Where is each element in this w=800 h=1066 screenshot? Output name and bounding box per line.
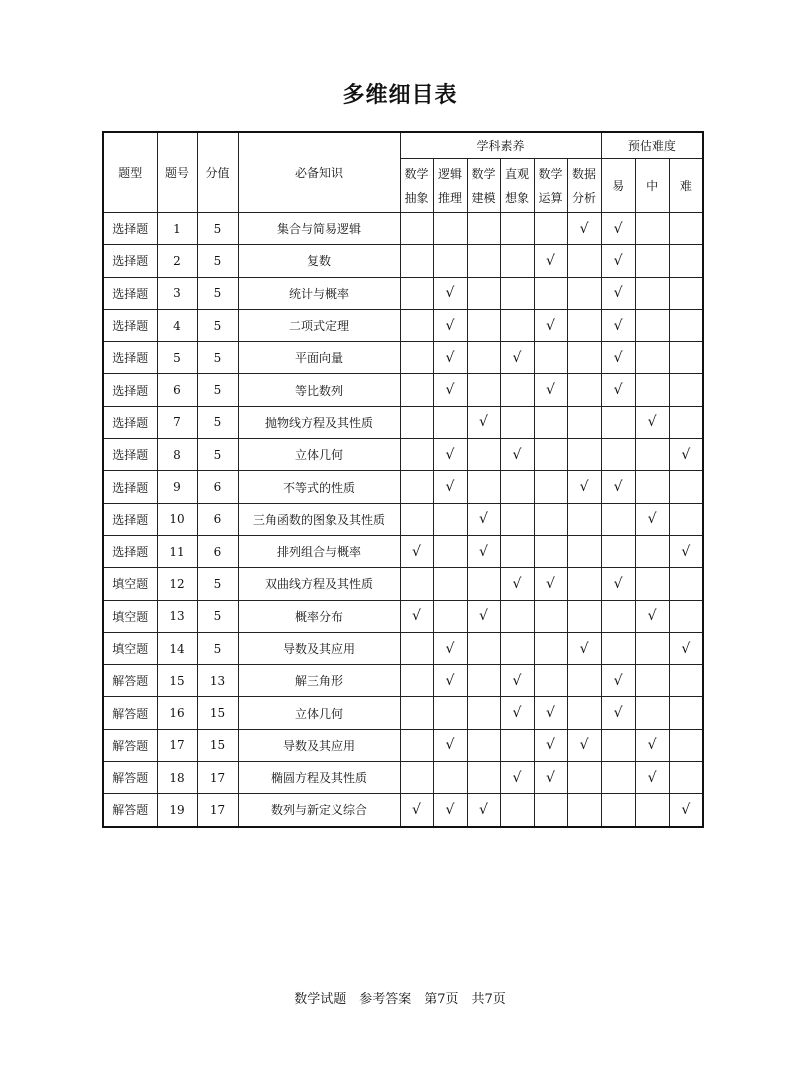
cell-literacy xyxy=(567,535,601,567)
header-literacy-col: 数学 抽象 xyxy=(400,159,433,213)
cell-literacy xyxy=(500,471,534,503)
cell-difficulty xyxy=(635,245,669,277)
cell-literacy xyxy=(534,406,567,438)
cell-difficulty xyxy=(635,439,669,471)
cell-literacy xyxy=(467,729,500,761)
cell-score: 5 xyxy=(197,600,238,632)
cell-literacy xyxy=(467,309,500,341)
table-row xyxy=(103,762,703,794)
cell-literacy: √ xyxy=(433,794,467,827)
spec-table xyxy=(102,131,704,828)
cell-type: 选择题 xyxy=(103,342,157,374)
cell-difficulty: √ xyxy=(601,309,635,341)
cell-literacy xyxy=(567,406,601,438)
cell-score: 5 xyxy=(197,406,238,438)
cell-number: 13 xyxy=(157,600,197,632)
cell-literacy: √ xyxy=(433,342,467,374)
header-literacy-col: 逻辑 推理 xyxy=(433,159,467,213)
cell-difficulty xyxy=(635,342,669,374)
cell-difficulty: √ xyxy=(669,632,703,664)
cell-difficulty xyxy=(601,762,635,794)
cell-literacy xyxy=(467,568,500,600)
cell-number: 18 xyxy=(157,762,197,794)
cell-literacy: √ xyxy=(534,697,567,729)
cell-difficulty: √ xyxy=(635,406,669,438)
page-footer: 数学试题 参考答案 第7页 共7页 xyxy=(294,992,506,1007)
cell-number: 14 xyxy=(157,632,197,664)
cell-difficulty xyxy=(635,374,669,406)
cell-difficulty xyxy=(669,665,703,697)
cell-literacy xyxy=(400,665,433,697)
cell-literacy: √ xyxy=(567,632,601,664)
cell-difficulty: √ xyxy=(669,535,703,567)
table-row xyxy=(103,342,703,374)
cell-literacy: √ xyxy=(534,309,567,341)
cell-number: 7 xyxy=(157,406,197,438)
cell-difficulty xyxy=(669,374,703,406)
cell-literacy: √ xyxy=(500,439,534,471)
cell-difficulty xyxy=(669,342,703,374)
cell-literacy xyxy=(400,374,433,406)
table-row xyxy=(103,439,703,471)
header-literacy: 学科素养 xyxy=(400,132,601,159)
cell-literacy xyxy=(567,568,601,600)
cell-literacy xyxy=(400,568,433,600)
cell-type: 选择题 xyxy=(103,535,157,567)
cell-difficulty: √ xyxy=(601,665,635,697)
cell-type: 选择题 xyxy=(103,277,157,309)
cell-score: 5 xyxy=(197,245,238,277)
cell-literacy: √ xyxy=(400,794,433,827)
cell-knowledge: 不等式的性质 xyxy=(238,471,400,503)
cell-literacy: √ xyxy=(467,600,500,632)
cell-literacy xyxy=(467,245,500,277)
cell-difficulty xyxy=(669,406,703,438)
cell-literacy: √ xyxy=(567,471,601,503)
cell-difficulty: √ xyxy=(601,213,635,245)
cell-literacy xyxy=(467,697,500,729)
cell-number: 1 xyxy=(157,213,197,245)
cell-type: 填空题 xyxy=(103,600,157,632)
cell-literacy xyxy=(567,309,601,341)
header-type: 题型 xyxy=(103,132,157,213)
cell-type: 解答题 xyxy=(103,697,157,729)
cell-literacy xyxy=(433,600,467,632)
table-row xyxy=(103,632,703,664)
header-literacy-col: 直观 想象 xyxy=(500,159,534,213)
cell-knowledge: 排列组合与概率 xyxy=(238,535,400,567)
cell-difficulty xyxy=(669,762,703,794)
cell-literacy xyxy=(500,632,534,664)
cell-difficulty xyxy=(601,439,635,471)
cell-type: 解答题 xyxy=(103,762,157,794)
cell-difficulty xyxy=(601,503,635,535)
cell-score: 17 xyxy=(197,762,238,794)
table-row xyxy=(103,406,703,438)
header-difficulty-easy: 易 xyxy=(601,159,635,213)
cell-literacy: √ xyxy=(433,632,467,664)
cell-literacy: √ xyxy=(467,503,500,535)
cell-difficulty xyxy=(601,729,635,761)
table-row xyxy=(103,245,703,277)
cell-literacy: √ xyxy=(433,665,467,697)
cell-literacy xyxy=(567,665,601,697)
cell-literacy xyxy=(500,309,534,341)
header-literacy-col: 数据 分析 xyxy=(567,159,601,213)
cell-literacy xyxy=(433,568,467,600)
cell-literacy xyxy=(534,503,567,535)
cell-difficulty: √ xyxy=(601,342,635,374)
cell-difficulty: √ xyxy=(601,697,635,729)
cell-difficulty: √ xyxy=(601,277,635,309)
cell-literacy xyxy=(400,342,433,374)
cell-difficulty: √ xyxy=(635,503,669,535)
cell-literacy xyxy=(467,342,500,374)
cell-type: 解答题 xyxy=(103,729,157,761)
cell-literacy xyxy=(467,471,500,503)
cell-type: 解答题 xyxy=(103,665,157,697)
cell-difficulty xyxy=(635,794,669,827)
cell-literacy xyxy=(467,439,500,471)
cell-literacy xyxy=(534,471,567,503)
header-difficulty: 预估难度 xyxy=(601,132,703,159)
cell-difficulty: √ xyxy=(601,374,635,406)
cell-literacy xyxy=(400,309,433,341)
cell-literacy: √ xyxy=(567,729,601,761)
cell-score: 15 xyxy=(197,697,238,729)
header-difficulty-medium: 中 xyxy=(635,159,669,213)
cell-literacy xyxy=(567,503,601,535)
cell-literacy xyxy=(534,632,567,664)
cell-knowledge: 二项式定理 xyxy=(238,309,400,341)
cell-score: 5 xyxy=(197,632,238,664)
cell-literacy xyxy=(500,277,534,309)
header-literacy-col: 数学 建模 xyxy=(467,159,500,213)
cell-score: 5 xyxy=(197,342,238,374)
cell-difficulty xyxy=(635,632,669,664)
cell-literacy xyxy=(500,374,534,406)
cell-difficulty xyxy=(669,471,703,503)
cell-number: 2 xyxy=(157,245,197,277)
cell-difficulty xyxy=(635,568,669,600)
cell-literacy xyxy=(567,342,601,374)
table-row xyxy=(103,213,703,245)
cell-number: 16 xyxy=(157,697,197,729)
table-row xyxy=(103,277,703,309)
cell-difficulty xyxy=(635,535,669,567)
cell-literacy xyxy=(567,600,601,632)
cell-difficulty xyxy=(635,665,669,697)
cell-literacy: √ xyxy=(400,600,433,632)
cell-difficulty xyxy=(601,535,635,567)
cell-difficulty: √ xyxy=(669,439,703,471)
cell-literacy: √ xyxy=(500,665,534,697)
cell-difficulty xyxy=(669,568,703,600)
cell-literacy: √ xyxy=(500,762,534,794)
cell-type: 选择题 xyxy=(103,406,157,438)
cell-literacy: √ xyxy=(500,697,534,729)
cell-difficulty: √ xyxy=(635,729,669,761)
header-number: 题号 xyxy=(157,132,197,213)
cell-knowledge: 三角函数的图象及其性质 xyxy=(238,503,400,535)
cell-number: 8 xyxy=(157,439,197,471)
cell-number: 9 xyxy=(157,471,197,503)
table-row xyxy=(103,794,703,827)
cell-literacy xyxy=(433,503,467,535)
cell-type: 选择题 xyxy=(103,374,157,406)
cell-difficulty xyxy=(635,471,669,503)
table-row xyxy=(103,697,703,729)
cell-literacy xyxy=(500,406,534,438)
cell-type: 填空题 xyxy=(103,632,157,664)
cell-number: 3 xyxy=(157,277,197,309)
cell-literacy xyxy=(500,213,534,245)
cell-literacy xyxy=(567,277,601,309)
cell-literacy xyxy=(400,213,433,245)
cell-difficulty: √ xyxy=(601,471,635,503)
header-literacy-col: 数学 运算 xyxy=(534,159,567,213)
cell-score: 6 xyxy=(197,535,238,567)
cell-score: 6 xyxy=(197,471,238,503)
cell-type: 选择题 xyxy=(103,213,157,245)
cell-literacy xyxy=(567,794,601,827)
cell-score: 15 xyxy=(197,729,238,761)
cell-literacy xyxy=(400,439,433,471)
cell-knowledge: 导数及其应用 xyxy=(238,632,400,664)
cell-literacy xyxy=(500,245,534,277)
cell-difficulty xyxy=(601,632,635,664)
cell-literacy xyxy=(400,245,433,277)
cell-literacy: √ xyxy=(534,245,567,277)
cell-number: 19 xyxy=(157,794,197,827)
cell-literacy xyxy=(567,697,601,729)
cell-literacy: √ xyxy=(433,729,467,761)
cell-difficulty xyxy=(669,729,703,761)
cell-score: 6 xyxy=(197,503,238,535)
cell-number: 5 xyxy=(157,342,197,374)
table-row xyxy=(103,503,703,535)
cell-number: 6 xyxy=(157,374,197,406)
cell-literacy: √ xyxy=(534,762,567,794)
cell-literacy xyxy=(433,697,467,729)
cell-literacy xyxy=(500,600,534,632)
page-title: 多维细目表 xyxy=(342,83,458,108)
cell-literacy xyxy=(534,342,567,374)
header-score: 分值 xyxy=(197,132,238,213)
cell-literacy xyxy=(534,665,567,697)
cell-number: 12 xyxy=(157,568,197,600)
cell-literacy: √ xyxy=(500,342,534,374)
cell-difficulty xyxy=(635,277,669,309)
cell-literacy xyxy=(567,245,601,277)
cell-score: 5 xyxy=(197,277,238,309)
header-knowledge: 必备知识 xyxy=(238,132,400,213)
cell-number: 4 xyxy=(157,309,197,341)
cell-score: 17 xyxy=(197,794,238,827)
cell-difficulty: √ xyxy=(635,762,669,794)
cell-literacy xyxy=(433,535,467,567)
cell-literacy: √ xyxy=(433,471,467,503)
cell-knowledge: 数列与新定义综合 xyxy=(238,794,400,827)
cell-literacy xyxy=(534,439,567,471)
cell-literacy xyxy=(400,503,433,535)
cell-score: 13 xyxy=(197,665,238,697)
cell-literacy xyxy=(534,600,567,632)
cell-literacy xyxy=(500,503,534,535)
cell-literacy: √ xyxy=(433,309,467,341)
cell-score: 5 xyxy=(197,213,238,245)
cell-knowledge: 概率分布 xyxy=(238,600,400,632)
cell-literacy xyxy=(433,245,467,277)
cell-difficulty xyxy=(669,213,703,245)
cell-literacy xyxy=(400,762,433,794)
cell-difficulty: √ xyxy=(601,245,635,277)
cell-literacy xyxy=(534,794,567,827)
cell-literacy xyxy=(433,762,467,794)
cell-type: 选择题 xyxy=(103,471,157,503)
cell-literacy xyxy=(433,213,467,245)
table-row xyxy=(103,471,703,503)
cell-literacy xyxy=(467,374,500,406)
cell-knowledge: 立体几何 xyxy=(238,439,400,471)
cell-literacy: √ xyxy=(534,729,567,761)
cell-literacy xyxy=(400,697,433,729)
table-row xyxy=(103,535,703,567)
cell-literacy: √ xyxy=(433,374,467,406)
cell-knowledge: 立体几何 xyxy=(238,697,400,729)
cell-knowledge: 复数 xyxy=(238,245,400,277)
cell-difficulty xyxy=(601,406,635,438)
cell-type: 填空题 xyxy=(103,568,157,600)
cell-knowledge: 抛物线方程及其性质 xyxy=(238,406,400,438)
cell-difficulty: √ xyxy=(635,600,669,632)
cell-literacy: √ xyxy=(534,568,567,600)
table-row xyxy=(103,600,703,632)
cell-type: 解答题 xyxy=(103,794,157,827)
cell-literacy xyxy=(400,632,433,664)
cell-literacy: √ xyxy=(433,277,467,309)
table-row xyxy=(103,309,703,341)
cell-difficulty xyxy=(635,309,669,341)
cell-difficulty xyxy=(669,309,703,341)
cell-literacy xyxy=(467,213,500,245)
cell-knowledge: 双曲线方程及其性质 xyxy=(238,568,400,600)
cell-type: 选择题 xyxy=(103,245,157,277)
cell-knowledge: 导数及其应用 xyxy=(238,729,400,761)
cell-literacy: √ xyxy=(400,535,433,567)
cell-number: 15 xyxy=(157,665,197,697)
cell-score: 5 xyxy=(197,568,238,600)
cell-literacy xyxy=(500,794,534,827)
cell-literacy xyxy=(433,406,467,438)
cell-knowledge: 统计与概率 xyxy=(238,277,400,309)
cell-knowledge: 等比数列 xyxy=(238,374,400,406)
cell-literacy xyxy=(534,213,567,245)
cell-knowledge: 平面向量 xyxy=(238,342,400,374)
cell-score: 5 xyxy=(197,374,238,406)
cell-type: 选择题 xyxy=(103,309,157,341)
cell-difficulty xyxy=(635,697,669,729)
cell-difficulty xyxy=(669,503,703,535)
cell-literacy xyxy=(467,762,500,794)
cell-difficulty xyxy=(669,245,703,277)
table-row xyxy=(103,665,703,697)
table-row xyxy=(103,568,703,600)
cell-literacy xyxy=(500,535,534,567)
cell-literacy xyxy=(567,374,601,406)
cell-literacy: √ xyxy=(534,374,567,406)
cell-type: 选择题 xyxy=(103,503,157,535)
cell-literacy xyxy=(400,406,433,438)
cell-difficulty xyxy=(669,600,703,632)
cell-knowledge: 集合与简易逻辑 xyxy=(238,213,400,245)
cell-literacy: √ xyxy=(500,568,534,600)
cell-literacy xyxy=(400,277,433,309)
cell-difficulty xyxy=(669,697,703,729)
cell-difficulty xyxy=(601,794,635,827)
cell-number: 11 xyxy=(157,535,197,567)
cell-difficulty: √ xyxy=(669,794,703,827)
cell-difficulty: √ xyxy=(601,568,635,600)
cell-literacy: √ xyxy=(467,535,500,567)
cell-difficulty xyxy=(669,277,703,309)
cell-knowledge: 解三角形 xyxy=(238,665,400,697)
cell-number: 10 xyxy=(157,503,197,535)
cell-literacy: √ xyxy=(433,439,467,471)
cell-difficulty xyxy=(601,600,635,632)
cell-literacy xyxy=(567,439,601,471)
cell-score: 5 xyxy=(197,439,238,471)
cell-literacy xyxy=(400,471,433,503)
cell-knowledge: 椭圆方程及其性质 xyxy=(238,762,400,794)
cell-score: 5 xyxy=(197,309,238,341)
cell-number: 17 xyxy=(157,729,197,761)
cell-literacy xyxy=(500,729,534,761)
cell-difficulty xyxy=(635,213,669,245)
table-row xyxy=(103,729,703,761)
cell-literacy: √ xyxy=(467,794,500,827)
header-difficulty-hard: 难 xyxy=(669,159,703,213)
cell-literacy: √ xyxy=(567,213,601,245)
cell-literacy xyxy=(534,277,567,309)
cell-literacy xyxy=(467,632,500,664)
cell-literacy: √ xyxy=(467,406,500,438)
cell-literacy xyxy=(534,535,567,567)
table-row xyxy=(103,374,703,406)
cell-type: 选择题 xyxy=(103,439,157,471)
cell-literacy xyxy=(467,665,500,697)
cell-literacy xyxy=(400,729,433,761)
cell-literacy xyxy=(567,762,601,794)
cell-literacy xyxy=(467,277,500,309)
